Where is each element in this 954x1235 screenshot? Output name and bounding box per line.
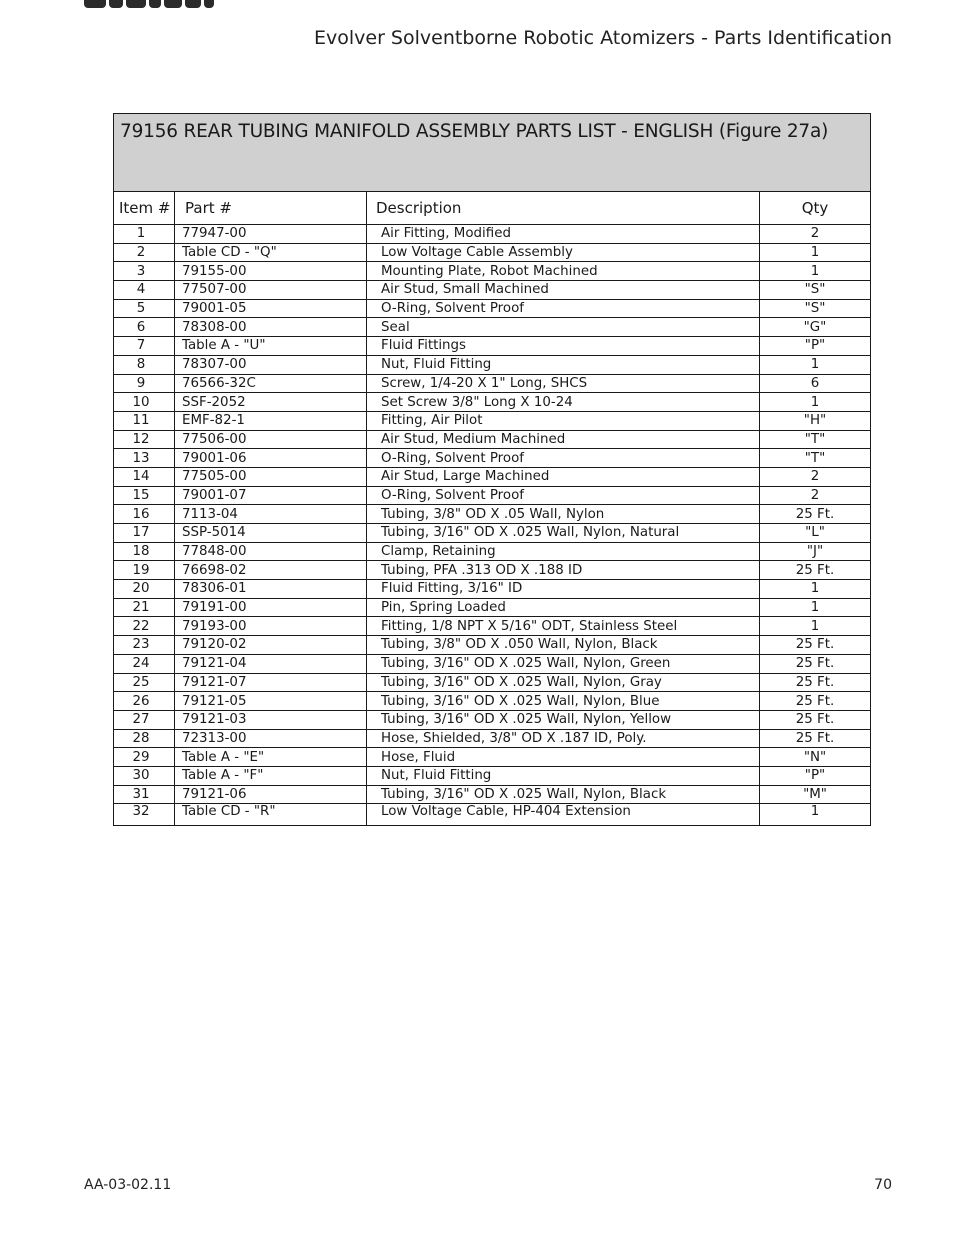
cell-item-number: 17 [114,524,175,543]
cell-part-number: 78307-00 [175,355,367,374]
cell-part-number: 79155-00 [175,262,367,281]
cell-part-number: 78308-00 [175,318,367,337]
cell-item-number: 9 [114,374,175,393]
cell-description: Pin, Spring Loaded [367,598,760,617]
cell-item-number: 8 [114,355,175,374]
document-number: AA-03-02.11 [84,1177,172,1193]
cell-part-number: 72313-00 [175,729,367,748]
cell-quantity: 2 [760,486,871,505]
cell-description: O-Ring, Solvent Proof [367,449,760,468]
table-row [114,430,871,449]
cell-quantity: "S" [760,281,871,300]
cell-item-number: 10 [114,393,175,412]
cell-part-number: 78306-01 [175,580,367,599]
cell-description: Tubing, 3/8" OD X .050 Wall, Nylon, Black [367,636,760,655]
cell-quantity: "L" [760,524,871,543]
cell-item-number: 2 [114,243,175,262]
cell-description: Nut, Fluid Fitting [367,355,760,374]
cell-quantity: "P" [760,337,871,356]
table-row [114,318,871,337]
cell-description: Tubing, 3/16" OD X .025 Wall, Nylon, Gray [367,673,760,692]
cell-description: Tubing, 3/16" OD X .025 Wall, Nylon, Yellow [367,710,760,729]
cell-item-number: 23 [114,636,175,655]
cell-quantity: "M" [760,785,871,804]
table-row [114,411,871,430]
cell-quantity: 1 [760,598,871,617]
cell-part-number: 76566-32C [175,374,367,393]
cell-quantity: 25 Ft. [760,561,871,580]
cell-part-number: 79191-00 [175,598,367,617]
cell-part-number: 79001-07 [175,486,367,505]
cell-description: Tubing, 3/16" OD X .025 Wall, Nylon, Natural [367,524,760,543]
cell-quantity: 2 [760,467,871,486]
cell-part-number: 79120-02 [175,636,367,655]
cell-item-number: 29 [114,748,175,767]
cell-part-number: Table A - "U" [175,337,367,356]
cell-item-number: 31 [114,785,175,804]
cell-item-number: 5 [114,299,175,318]
cell-item-number: 1 [114,225,175,244]
cell-part-number: 77947-00 [175,225,367,244]
cell-quantity: 1 [760,804,871,826]
table-row [114,337,871,356]
cell-item-number: 15 [114,486,175,505]
table-title: 79156 REAR TUBING MANIFOLD ASSEMBLY PARTS LIST - ENGLISH (Figure 27a) [114,114,871,192]
cell-quantity: 25 Ft. [760,729,871,748]
table-row [114,692,871,711]
cell-description: Set Screw 3/8" Long X 10-24 [367,393,760,412]
table-row [114,636,871,655]
cell-item-number: 19 [114,561,175,580]
table-row [114,542,871,561]
cell-description: Screw, 1/4-20 X 1" Long, SHCS [367,374,760,393]
cell-part-number: 79121-03 [175,710,367,729]
cell-description: Fluid Fittings [367,337,760,356]
cell-part-number: 79001-06 [175,449,367,468]
cell-description: Mounting Plate, Robot Machined [367,262,760,281]
cell-item-number: 6 [114,318,175,337]
cell-description: Fitting, 1/8 NPT X 5/16" ODT, Stainless Steel [367,617,760,636]
table-row [114,766,871,785]
cell-item-number: 13 [114,449,175,468]
cell-part-number: Table A - "E" [175,748,367,767]
table-row [114,580,871,599]
cell-part-number: 79121-05 [175,692,367,711]
table-row [114,486,871,505]
cell-part-number: Table CD - "Q" [175,243,367,262]
table-row [114,225,871,244]
cell-quantity: "H" [760,411,871,430]
cell-part-number: 77848-00 [175,542,367,561]
table-row [114,505,871,524]
table-row [114,449,871,468]
cell-part-number: 76698-02 [175,561,367,580]
cell-description: Fitting, Air Pilot [367,411,760,430]
cell-part-number: 79121-04 [175,654,367,673]
cell-description: Tubing, 3/8" OD X .05 Wall, Nylon [367,505,760,524]
table-row [114,561,871,580]
table-body [114,225,871,826]
cell-quantity: 25 Ft. [760,636,871,655]
cell-part-number: 7113-04 [175,505,367,524]
cell-description: Air Stud, Medium Machined [367,430,760,449]
cell-item-number: 24 [114,654,175,673]
cell-description: Nut, Fluid Fitting [367,766,760,785]
cell-description: Tubing, 3/16" OD X .025 Wall, Nylon, Black [367,785,760,804]
cell-item-number: 14 [114,467,175,486]
cell-quantity: "G" [760,318,871,337]
cell-item-number: 26 [114,692,175,711]
table-row [114,729,871,748]
cell-item-number: 28 [114,729,175,748]
cell-quantity: 25 Ft. [760,505,871,524]
cell-quantity: 25 Ft. [760,654,871,673]
table-row [114,243,871,262]
cell-item-number: 3 [114,262,175,281]
cell-item-number: 11 [114,411,175,430]
column-header-item: Item # [114,192,175,225]
cell-part-number: Table CD - "R" [175,804,367,826]
cell-part-number: SSP-5014 [175,524,367,543]
table-row [114,393,871,412]
cell-description: O-Ring, Solvent Proof [367,486,760,505]
cell-description: Tubing, 3/16" OD X .025 Wall, Nylon, Green [367,654,760,673]
table-row [114,654,871,673]
table-row [114,281,871,300]
cell-description: Tubing, 3/16" OD X .025 Wall, Nylon, Blue [367,692,760,711]
cell-item-number: 12 [114,430,175,449]
cell-quantity: "P" [760,766,871,785]
cell-description: Low Voltage Cable Assembly [367,243,760,262]
table-row [114,673,871,692]
cell-item-number: 22 [114,617,175,636]
table-row [114,299,871,318]
table-row [114,262,871,281]
cell-item-number: 21 [114,598,175,617]
cell-description: Fluid Fitting, 3/16" ID [367,580,760,599]
cell-description: Air Stud, Large Machined [367,467,760,486]
column-header-qty: Qty [760,192,871,225]
table-row [114,804,871,826]
cell-description: Low Voltage Cable, HP-404 Extension [367,804,760,826]
cell-quantity: "N" [760,748,871,767]
column-header-description: Description [367,192,760,225]
table-row [114,748,871,767]
cell-quantity: 1 [760,617,871,636]
cell-item-number: 20 [114,580,175,599]
cell-item-number: 30 [114,766,175,785]
cell-quantity: "T" [760,449,871,468]
cell-part-number: 77507-00 [175,281,367,300]
page-header-title: Evolver Solventborne Robotic Atomizers - Parts Identification [314,27,892,49]
cell-part-number: 79121-06 [175,785,367,804]
cell-description: Hose, Fluid [367,748,760,767]
cell-description: Air Stud, Small Machined [367,281,760,300]
table-row [114,355,871,374]
cell-description: Air Fitting, Modified [367,225,760,244]
cell-part-number: 79121-07 [175,673,367,692]
table-row [114,617,871,636]
cell-quantity: "T" [760,430,871,449]
cell-part-number: Table A - "F" [175,766,367,785]
cell-part-number: 77506-00 [175,430,367,449]
cell-description: Hose, Shielded, 3/8" OD X .187 ID, Poly. [367,729,760,748]
table-header-row [114,192,871,225]
table-row [114,598,871,617]
cell-quantity: 1 [760,393,871,412]
cell-part-number: EMF-82-1 [175,411,367,430]
cell-quantity: 1 [760,580,871,599]
table-row [114,785,871,804]
cell-quantity: 25 Ft. [760,710,871,729]
table-row [114,524,871,543]
column-header-part: Part # [175,192,367,225]
table-row [114,710,871,729]
cell-description: Clamp, Retaining [367,542,760,561]
cell-description: O-Ring, Solvent Proof [367,299,760,318]
parts-list-table [113,113,871,826]
cell-item-number: 32 [114,804,175,826]
cell-quantity: 25 Ft. [760,692,871,711]
cell-part-number: 77505-00 [175,467,367,486]
cell-quantity: "J" [760,542,871,561]
cell-item-number: 18 [114,542,175,561]
cell-item-number: 7 [114,337,175,356]
cell-quantity: 25 Ft. [760,673,871,692]
table-row [114,467,871,486]
table-row [114,374,871,393]
cell-quantity: "S" [760,299,871,318]
cell-item-number: 25 [114,673,175,692]
brand-logo [84,0,244,8]
cell-description: Tubing, PFA .313 OD X .188 ID [367,561,760,580]
cell-item-number: 27 [114,710,175,729]
page-number: 70 [874,1177,892,1193]
cell-item-number: 4 [114,281,175,300]
cell-part-number: 79001-05 [175,299,367,318]
cell-part-number: SSF-2052 [175,393,367,412]
cell-quantity: 2 [760,225,871,244]
cell-item-number: 16 [114,505,175,524]
cell-quantity: 6 [760,374,871,393]
cell-quantity: 1 [760,262,871,281]
cell-quantity: 1 [760,355,871,374]
cell-description: Seal [367,318,760,337]
cell-part-number: 79193-00 [175,617,367,636]
cell-quantity: 1 [760,243,871,262]
